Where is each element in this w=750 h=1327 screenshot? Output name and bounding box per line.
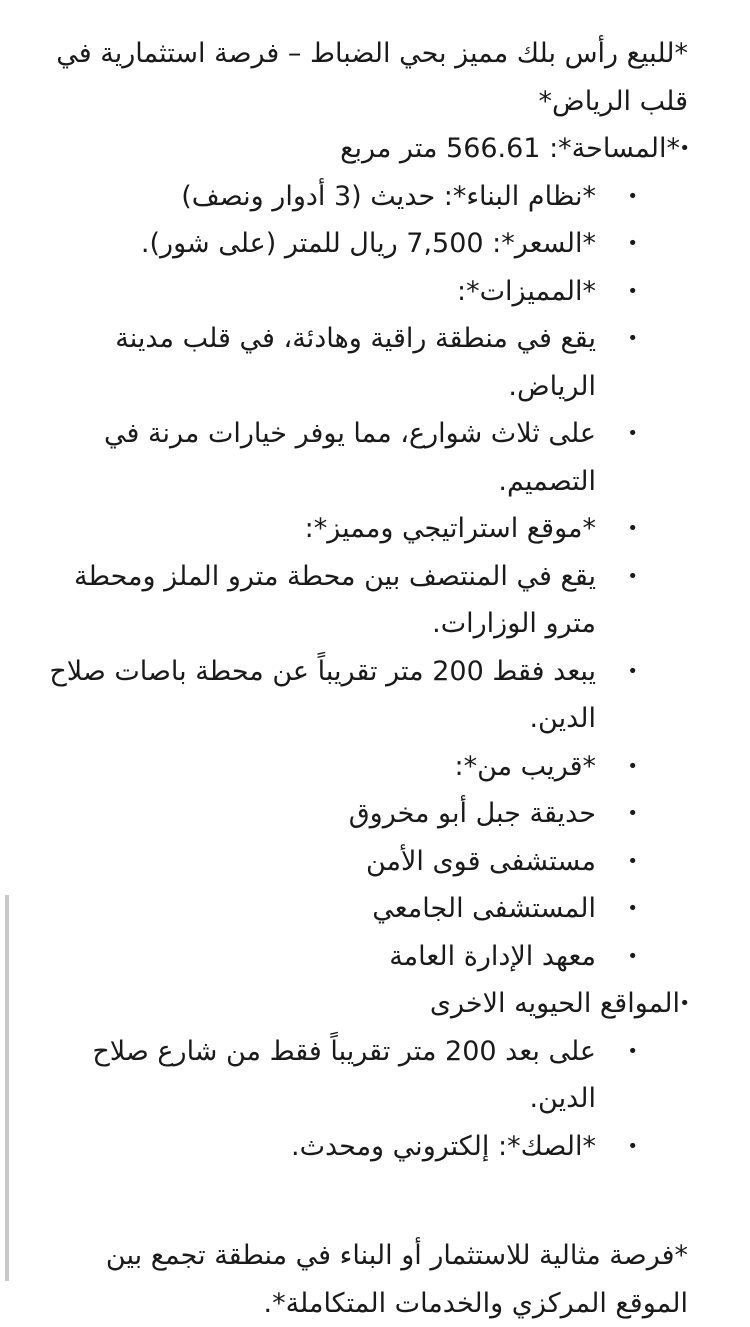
bullet: • [627,185,638,207]
bullet: • [627,803,638,824]
details-list [40,125,688,1170]
list-item [40,315,688,410]
list-item-text: المواقع الحيويه الاخرى [429,988,680,1019]
list-item [40,885,688,933]
list-item-text: على بعد 200 متر تقريباً فقط من شارع صلاح الدين. [92,1035,596,1114]
scrollbar[interactable] [5,895,9,1281]
list-item-text: معهد الإدارة العامة [389,940,596,972]
bullet: • [627,518,638,539]
list-item-text: *السعر*: 7,500 ريال للمتر (على شور). [140,228,596,259]
bullet: • [627,660,638,682]
bullet: • [627,1135,638,1157]
bullet: • [627,1040,638,1062]
bullet: • [627,898,638,919]
list-item [40,220,688,268]
spacer [40,1170,688,1232]
list-item-text: *موقع استراتيجي ومميز*: [304,513,596,544]
bullet: • [627,850,638,872]
list-item [40,505,688,553]
list-item [40,1123,688,1171]
list-item-text: *الصك*: إلكتروني ومحدث. [290,1130,596,1162]
list-item [40,933,688,981]
bullet: • [627,565,638,587]
closing-note: *فرصة مثالية للاستثمار أو البناء في منطقة تجمع بين الموقع المركزي والخدمات المتكاملة*. [105,1240,688,1319]
list-item-text: المستشفى الجامعي [372,893,596,924]
list-item-text: *نظام البناء*: حديث (3 أدوار ونصف) [181,180,596,212]
list-item-text: يقع في المنتصف بين محطة مترو الملز ومحطة مترو الوزارات. [73,560,596,639]
list-item [40,743,688,791]
bullet: • [627,233,638,254]
list-item-text: حديقة جبل أبو مخروق [348,798,596,829]
list-item [40,173,688,221]
list-item-text: *قريب من*: [454,750,596,782]
list-item-text: يبعد فقط 200 متر تقريباً عن محطة باصات صلاح الدين. [49,655,596,734]
list-item-text: *المساحة*: 566.61 متر مربع [340,133,680,164]
list-item [40,980,688,1028]
bullet: • [679,138,690,159]
bullet: • [627,328,638,349]
list-item [40,648,688,743]
list-item [40,410,688,505]
listing-title: *للبيع رأس بلك مميز بحي الضباط – فرصة استثمارية في قلب الرياض* [56,38,688,117]
list-item [40,125,688,173]
list-item-text: *المميزات*: [456,275,596,307]
list-item-text: يقع في منطقة راقية وهادئة، في قلب مدينة الرياض. [115,323,596,402]
bullet: • [679,993,690,1014]
bullet: • [627,755,638,777]
list-item-text: على ثلاث شوارع، مما يوفر خيارات مرنة في التصميم. [104,418,596,497]
list-item [40,1028,688,1123]
list-item-text: مستشفى قوى الأمن [365,845,596,877]
list-item [40,838,688,886]
list-item [40,268,688,316]
list-item [40,553,688,648]
list-item [40,790,688,838]
bullet: • [627,280,638,302]
bullet: • [627,945,638,967]
bullet: • [627,423,638,444]
